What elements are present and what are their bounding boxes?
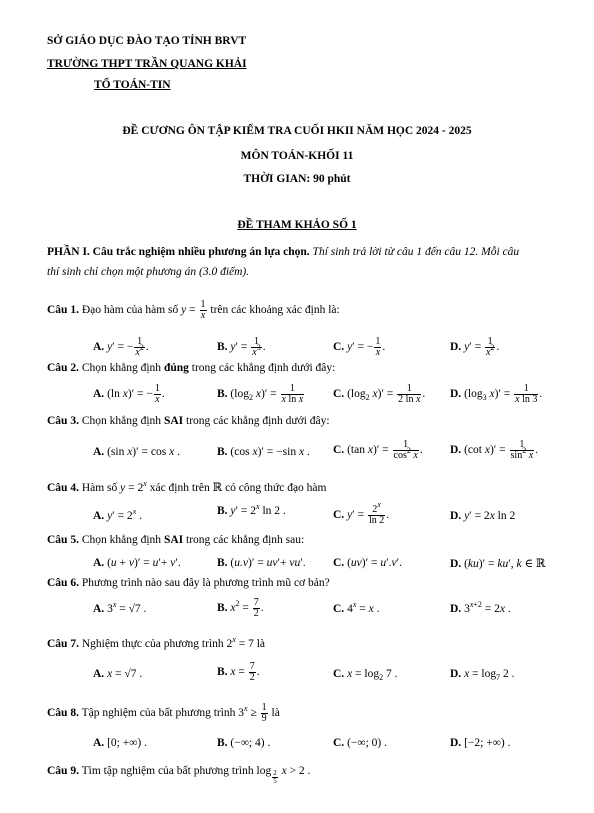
q8-option-b[interactable]: B. (−∞; 4) . [217, 737, 271, 749]
q4-option-c[interactable]: C. y′ = $\frac{2^x}{\ln 2}$ . [333, 500, 390, 526]
q4-option-d[interactable]: D. y′ = 2x ln 2 [450, 510, 516, 522]
q1-option-b[interactable]: B. y′ = $\frac{1}{x^3}$ . [217, 336, 266, 358]
part1-heading [47, 245, 519, 259]
department-name: SỞ GIÁO DỤC ĐÀO TẠO TỈNH BRVT [47, 35, 247, 47]
q2-option-a[interactable]: A. (ln x)′ = − $\frac{1}{x}$ . [93, 383, 165, 405]
q3-option-a[interactable]: A. (sin x)′ = cos x . [93, 446, 180, 458]
question-5: Câu 5. Chọn khẳng định SAI trong các khẳng định sau: [47, 534, 305, 546]
question-9: Câu 9. Tìm tập nghiệm của bất phương trình log $_{\frac{2}{5}}$ x > 2 . [47, 765, 311, 785]
group-name: TỔ TOÁN-TIN [94, 79, 171, 91]
q5-option-a[interactable]: A. (u + v)′ = u′+ v′. [93, 557, 181, 569]
school-name: TRƯỜNG THPT TRẦN QUANG KHẢI [47, 58, 247, 70]
question-text: Đạo hàm của hàm số [78, 304, 182, 317]
question-7: Câu 7. Nghiệm thực của phương trình $2^x = 7$ là [47, 635, 266, 650]
question-3: Câu 3. Chọn khẳng định SAI trong các khẳng định dưới đây: [47, 415, 330, 427]
question-1: Câu 1. Đạo hàm của hàm số y = $\frac{1}{x}$ trên các khoảng xác định là: [47, 299, 340, 321]
exam-title: ĐỀ THAM KHẢO SỐ 1 [237, 219, 357, 231]
part1-instruction-b: thí sinh chỉ chọn một phương án (3.0 điểm). [47, 266, 250, 278]
q3-option-c[interactable]: C. (tan x)′ = $\frac{1}{\cos^2 x}$ . [333, 439, 423, 461]
question-4: Câu 4. Hàm số $y = 2^x$ xác định trên ℝ có công thức đạo hàm [47, 479, 327, 494]
time-title: THỜI GIAN: 90 phút [243, 173, 351, 185]
q8-option-d[interactable]: D. [−2; +∞) . [450, 737, 511, 749]
document-title: ĐỀ CƯƠNG ÔN TẬP KIỂM TRA CUỐI HKII NĂM HỌC 2024 - 2025 [122, 125, 472, 137]
subject-title: MÔN TOÁN-KHỐI 11 [240, 150, 354, 162]
q4-option-b[interactable]: B. $y' = 2^x$ ln 2 . [217, 502, 286, 517]
part1-heading-bold: PHẦN I. Câu trắc nghiệm nhiều phương án lựa chọn. [47, 246, 310, 258]
q7-option-a[interactable]: A. x = √7 . [93, 668, 143, 680]
q6-option-d[interactable]: D. $3^{x+2} = 2x$ . [450, 600, 511, 615]
q3-option-b[interactable]: B. (cos x)′ = −sin x . [217, 446, 310, 458]
q7-option-b[interactable]: B. x = $\frac{7}{2}$ . [217, 661, 260, 683]
q4-option-a[interactable]: A. $y' = 2^x$ . [93, 507, 142, 522]
q8-option-a[interactable]: A. [0; +∞) . [93, 737, 147, 749]
q2-option-d[interactable]: D. ($\log_3$ x)′ = $\frac{1}{\text{x ln 3}}$ . [450, 383, 543, 405]
question-8: Câu 8. Tập nghiệm của bất phương trình $3^x$ ≥ $\frac{1}{9}$ là [47, 702, 280, 724]
question-6: Câu 6. Phương trình nào sau đây là phương trình mũ cơ bản? [47, 577, 330, 589]
q2-option-c[interactable]: C. ($\log_2$ x)′ = $\frac{1}{\text{2 ln x}}$ . [333, 383, 426, 405]
q5-option-d[interactable]: D. (ku)′ = ku′, k ∈ ℝ [450, 556, 546, 570]
q8-option-c[interactable]: C. (−∞; 0) . [333, 737, 387, 749]
q6-option-a[interactable]: A. $3^x = √7$ . [93, 600, 147, 615]
q5-option-c[interactable]: C. (uv)′ = u′.v′. [333, 557, 402, 569]
q1-option-a[interactable]: A. y′ = − $\frac{1}{x^2}$ . [93, 336, 149, 358]
q1-option-d[interactable]: D. y′ = $\frac{1}{x^2}$ . [450, 336, 500, 358]
q3-option-d[interactable]: D. (cot x)′ = $\frac{1}{\sin^2 x}$ . [450, 439, 539, 461]
q1-option-c[interactable]: C. y′ = − $\frac{1}{x}$ . [333, 336, 386, 358]
part1-instruction-a: Thí sinh trả lời từ câu 1 đến câu 12. Mỗi câu [309, 246, 520, 258]
q7-option-c[interactable]: C. $x = \log_2 7$ . [333, 668, 398, 682]
q2-option-b[interactable]: B. ($\log_2$ x)′ = $\frac{1}{\text{x ln x}}$ [217, 383, 304, 405]
question-text: trên các khoảng xác định là: [207, 304, 340, 317]
question-label: Câu 1. [47, 304, 79, 317]
q6-option-c[interactable]: C. $4^x = x$ . [333, 600, 380, 615]
q7-option-d[interactable]: D. $x = \log_7 2$ . [450, 668, 515, 682]
q5-option-b[interactable]: B. (u.v)′ = uv′+ vu′. [217, 557, 306, 569]
question-2: Câu 2. Chọn khẳng định đúng trong các khẳng định dưới đây: [47, 362, 336, 374]
q6-option-b[interactable]: B. $x^2$ = $\frac{7}{2}$ . [217, 597, 264, 619]
